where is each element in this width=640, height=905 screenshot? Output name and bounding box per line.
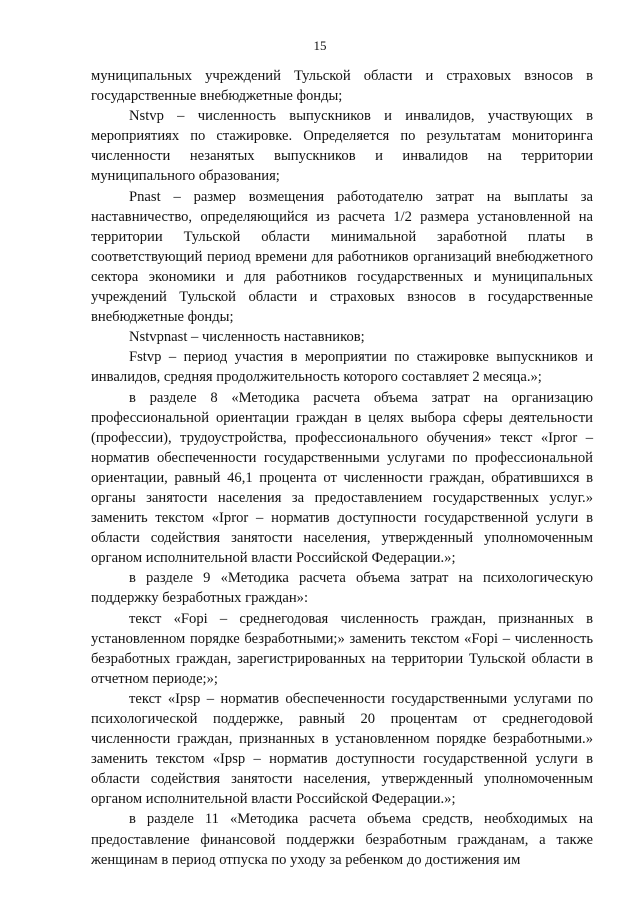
paragraph: Pnast – размер возмещения работодателю затрат на выплаты за наставничество, определяющийся из расчета 1/2 размера установленной на территории Тульской области минимальной заработной платы в соответствующий период времени для работников организаций внебюджетного сектора экономики и для работников государственных и муниципальных учреждений Тульской области и страховых взносов в государственные внебюджетные фонды; [91, 188, 593, 326]
paragraph: текст «Fopi – среднегодовая численность граждан, признанных в установленном порядке безработными;» заменить текстом «Fopi – численность безработных граждан, зарегистрированных на территории Тульской области в отчетном периоде;»; [91, 610, 593, 687]
paragraph: Nstvpnast – численность наставников; [129, 329, 365, 346]
paragraph: в разделе 8 «Методика расчета объема затрат на организацию профессиональной ориентации граждан в целях выбора сферы деятельности (профессии), трудоустройства, профессионального обучения» текст «Ipror – норматив обеспеченности государственными услугами по профессиональной ориентации, равный 46,1 процента от численности граждан, обратившихся в органы занятости населения за предоставлением государственных услуг.» заменить текстом «Ipror – норматив доступности государственной услуги в области содействия занятости населения, утвержденный уполномоченным органом исполнительной власти Российской Федерации.»; [91, 389, 593, 567]
paragraph: муниципальных учреждений Тульской области и страховых взносов в государственные внебюджетные фонды; [91, 68, 593, 105]
paragraph: Nstvp – численность выпускников и инвалидов, участвующих в мероприятиях по стажировке. Определяется по результатам мониторинга численности незанятых выпускников и инвалидов на территории муниципального образования; [91, 108, 593, 185]
paragraph: в разделе 9 «Методика расчета объема затрат на психологическую поддержку безработных граждан»: [91, 570, 593, 607]
page-number: 15 [313, 38, 327, 53]
paragraph: Fstvp – период участия в мероприятии по стажировке выпускников и инвалидов, средняя продолжительность которого составляет 2 месяца.»; [91, 349, 593, 386]
paragraph: в разделе 11 «Методика расчета объема средств, необходимых на предоставление финансовой поддержки безработным гражданам, а также женщинам в период отпуска по уходу за ребенком до достижения им [91, 811, 593, 868]
document-body [91, 66, 593, 870]
paragraph: текст «Ipsp – норматив обеспеченности государственными услугами по психологической поддержке, равный 20 процентам от среднегодовой численности граждан, признанных в установленном порядке безработными.» заменить текстом «Ipsp – норматив доступности государственной услуги в области содействия занятости населения, утвержденный уполномоченным органом исполнительной власти Российской Федерации.»; [91, 690, 593, 808]
